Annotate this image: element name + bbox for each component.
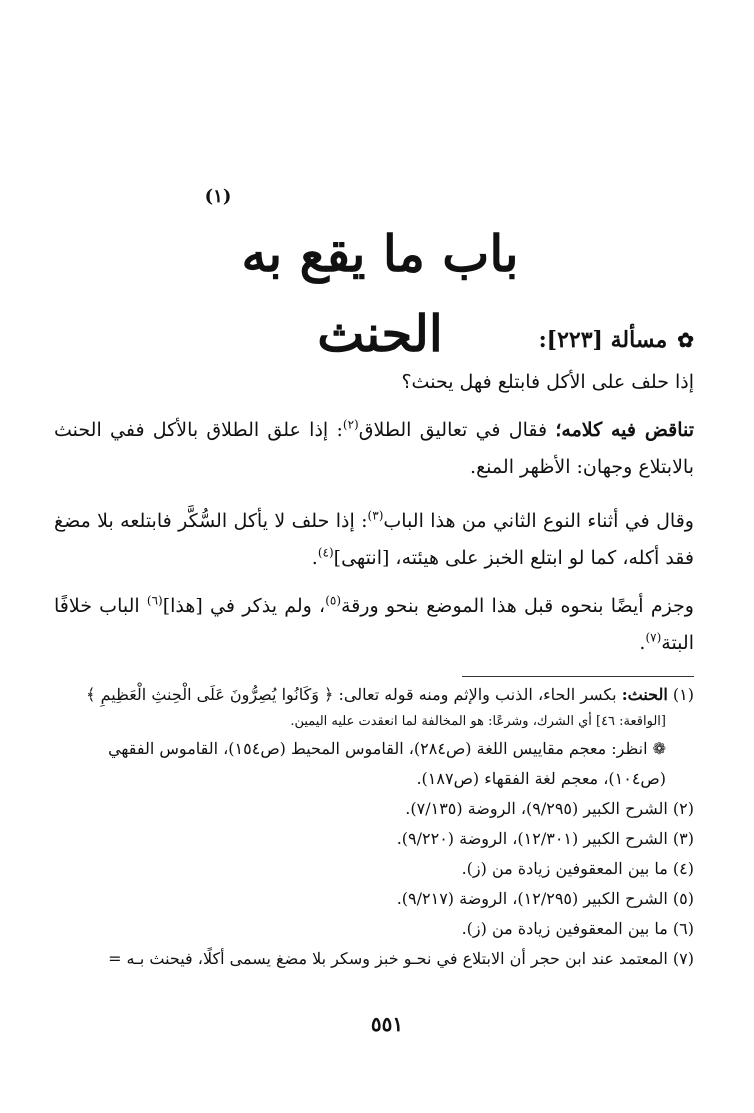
footnote-1-see-also: ❁ انظر: معجم مقاييس اللغة (ص٢٨٤)، القاموس المحيط (ص١٥٤)، القاموس الفقهي [108,739,666,758]
footnote-1-text: بكسر الحاء، الذنب والإثم ومنه قوله تعالى: ﴿ وَكَانُوا يُصِرُّونَ عَلَى الْحِنثِ الْعَظِيمِ ﴾ [86,685,622,704]
p4-text-a: وجزم أيضًا بنحوه قبل هذا الموضع بنحو ورقة [341,595,694,617]
footnote-1-term: الحنث: [621,685,668,704]
paragraph-second-type [54,503,694,577]
footnote-1-number: (١) [672,685,694,704]
footnote-1-continuation: [الواقعة: ٤٦] أي الشرك، وشرعًا: هو المخالفة لما انعقدت عليه اليمين. [290,714,666,729]
footnotes [54,680,694,974]
p3-text-c: . [311,547,318,569]
paragraph-question: إذا حلف على الأكل فابتلع فهل يحنث؟ [401,371,694,393]
p4-text-c: الباب خلافًا البتة [54,595,694,654]
footnote-ref-6: (٦) [146,593,163,608]
issue-heading [94,327,694,353]
footnote-ref-7: (٧) [645,630,662,645]
p2-text-a: فقال في تعاليق الطلاق [358,419,556,441]
page-number: ٥٥١ [370,1012,404,1036]
flower-icon: ✿ [677,328,694,352]
footnote-ref-3: (٣) [367,508,384,523]
footnote-ref-5: (٥) [325,593,342,608]
footnote-6: (٦) ما بين المعقوفين زيادة من (ز). [461,919,694,938]
contradiction-label: تناقض فيه كلامه؛ [555,419,695,441]
issue-label: مسألة [٢٢٣]: [538,327,668,353]
chapter-footnote-ref: (١) [204,186,232,207]
footnote-ref-4: (٤) [317,545,334,560]
footnote-7: (٧) المعتمد عند ابن حجر أن الابتلاع في نحـو خبز وسكر بلا مضغ يسمى أكلًا، فيحنث بـه = [108,949,694,968]
p2-text-b: : إذا علق الطلاق بالأكل ففي الحنث بالابتلاع وجهان: الأظهر المنع. [54,419,694,478]
footnote-1 [54,680,694,710]
p3-text-a: وقال في أثناء النوع الثاني من هذا الباب [383,510,694,532]
p4-text-d: . [639,632,646,654]
footnote-2: (٢) الشرح الكبير (٩/٢٩٥)، الروضة (٧/١٣٥). [405,799,694,818]
chapter-title: باب ما يقع به الحنث [241,224,519,363]
paragraph-contradiction [54,412,694,486]
footnote-1-see-also-cont: (ص١٠٤)، معجم لغة الفقهاء (ص١٨٧). [416,769,666,788]
footnote-ref-2: (٢) [342,417,359,432]
footnote-4: (٤) ما بين المعقوفين زيادة من (ز). [461,859,694,878]
footnote-3: (٣) الشرح الكبير (١٢/٣٠١)، الروضة (٩/٢٢٠). [396,829,694,848]
p4-text-b: ، ولم يذكر في [هذا] [162,595,326,617]
paragraph-affirmation [54,588,694,662]
footnote-divider [462,676,694,677]
p3-text-b: : إذا حلف لا يأكل السُّكَّر فابتلعه بلا مضغ فقد أكله، كما لو ابتلع الخبز على هيئته، [انتهى] [54,510,694,569]
footnote-5: (٥) الشرح الكبير (١٢/٢٩٥)، الروضة (٩/٢١٧). [396,889,694,908]
